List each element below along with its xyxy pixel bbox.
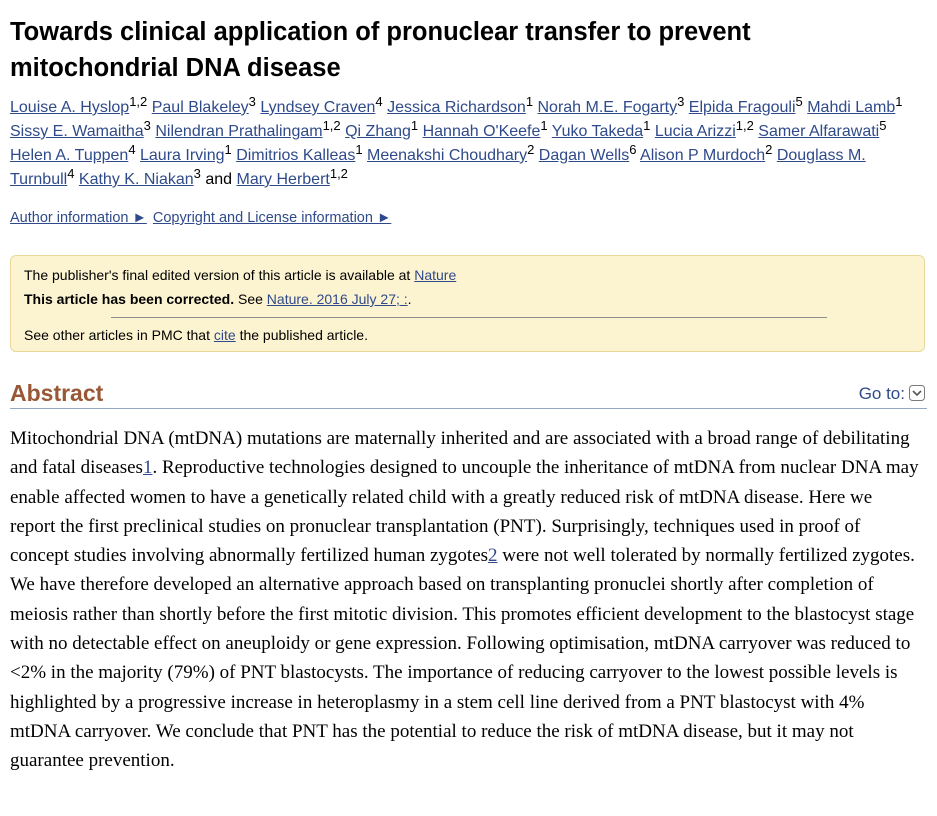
author-affiliation: 1,2 bbox=[735, 118, 754, 133]
author-link[interactable]: Kathy K. Niakan bbox=[78, 171, 194, 188]
author-affiliation: 3 bbox=[143, 118, 151, 133]
cite-link[interactable]: cite bbox=[213, 327, 236, 343]
author-affiliation: 5 bbox=[795, 94, 803, 109]
citing-articles-line bbox=[24, 327, 368, 343]
author-link[interactable]: Norah M.E. Fogarty bbox=[537, 99, 678, 116]
author-affiliation: 1 bbox=[895, 94, 903, 109]
authors-and: and bbox=[205, 171, 233, 188]
publisher-version-line bbox=[24, 267, 456, 283]
author-link[interactable]: Meenakshi Choudhary bbox=[367, 147, 528, 164]
author-link[interactable]: Nilendran Prathalingam bbox=[155, 123, 323, 140]
abstract-text bbox=[10, 424, 922, 776]
author-link[interactable]: Louise A. Hyslop bbox=[10, 99, 130, 116]
author-link[interactable]: Alison P Murdoch bbox=[640, 147, 766, 164]
author-affiliation: 1,2 bbox=[322, 118, 341, 133]
author-affiliation: 3 bbox=[193, 166, 201, 181]
abstract-text-part-1: Mitochondrial DNA (mtDNA) mutations are maternally inherited and are associated with a broad range of debilitating and fatal diseases bbox=[10, 428, 910, 479]
author-link[interactable]: Mahdi Lamb bbox=[807, 99, 896, 116]
reference-link-2[interactable]: 2 bbox=[488, 545, 498, 567]
author-affiliation: 5 bbox=[879, 118, 887, 133]
copyright-license-link[interactable]: Copyright and License information ► bbox=[152, 210, 392, 226]
author-link[interactable]: Dimitrios Kalleas bbox=[236, 147, 356, 164]
abstract-text-part-3: were not well tolerated by normally fertilized zygotes. We have therefore developed an alternative approach based on transplanting pronuclei shortly after completion of meiosis rather than shortly before the first mitotic division. This promotes efficient development to the blastocyst stage with no detectable effect on aneuploidy or gene expression. Following optimisation, mtDNA carryover was reduced to <2% in the majority (79%) of PNT blastocysts. The importance of reducing carryover to the lowest possible levels is highlighted by a progressive increase in heteroplasmy in a stem cell line derived from a PNT blastocyst with 4% mtDNA carryover. We conclude that PNT has the potential to reduce the risk of mtDNA disease, but it may not guarantee prevention. bbox=[10, 545, 915, 772]
author-link[interactable]: Paul Blakeley bbox=[151, 99, 249, 116]
goto-label: Go to: bbox=[858, 384, 905, 403]
correction-see: See bbox=[237, 291, 263, 307]
author-link[interactable]: Mary Herbert bbox=[236, 171, 330, 188]
author-affiliation: 4 bbox=[67, 166, 75, 181]
author-affiliation: 3 bbox=[677, 94, 685, 109]
author-link[interactable]: Qi Zhang bbox=[345, 123, 411, 140]
article-meta-links bbox=[10, 210, 393, 226]
author-link[interactable]: Hannah O'Keefe bbox=[422, 123, 541, 140]
correction-line bbox=[24, 291, 412, 307]
correction-end: . bbox=[407, 291, 412, 307]
notice-divider bbox=[111, 317, 827, 318]
article-title: Towards clinical application of pronuclear transfer to prevent mitochondrial DNA disease bbox=[10, 18, 751, 82]
author-link[interactable]: Lyndsey Craven bbox=[260, 99, 376, 116]
author-affiliation: 2 bbox=[527, 142, 535, 157]
author-affiliation: 1,2 bbox=[129, 94, 148, 109]
author-affiliation: 1 bbox=[643, 118, 651, 133]
citing-prefix: See other articles in PMC that bbox=[24, 327, 210, 343]
correction-label: This article has been corrected. bbox=[24, 291, 235, 307]
author-affiliation: 2 bbox=[765, 142, 773, 157]
author-link[interactable]: Samer Alfarawati bbox=[758, 123, 880, 140]
publisher-version-text: The publisher's final edited version of this article is available at bbox=[24, 267, 411, 283]
reference-link-1[interactable]: 1 bbox=[142, 457, 153, 479]
author-information-link[interactable]: Author information ► bbox=[10, 210, 147, 226]
publisher-link[interactable]: Nature bbox=[414, 267, 457, 283]
author-link[interactable]: Lucia Arizzi bbox=[654, 123, 736, 140]
author-affiliation: 4 bbox=[375, 94, 383, 109]
chevron-down-icon[interactable] bbox=[909, 385, 925, 401]
author-affiliation: 1 bbox=[355, 142, 363, 157]
author-affiliation: 1 bbox=[525, 94, 534, 109]
author-affiliation: 3 bbox=[248, 94, 256, 109]
publisher-notice-box bbox=[10, 255, 925, 352]
abstract-heading: Abstract bbox=[10, 380, 104, 406]
citing-suffix: the published article. bbox=[239, 327, 368, 343]
author-affiliation: 1 bbox=[410, 118, 419, 133]
author-list bbox=[10, 96, 925, 192]
abstract-text-part-2: . Reproductive technologies designed to uncouple the inheritance of mtDNA from nuclear DNA may enable affected women to have a genetically related child with a greatly reduced risk of mtDNA disease. Here we report the first preclinical studies on pronuclear transplantation (PNT). Surprisingly, techniques used in proof of concept studies involving abnormally fertilized human zygotes bbox=[10, 457, 919, 567]
abstract-header bbox=[10, 380, 927, 409]
author-affiliation: 1 bbox=[224, 142, 232, 157]
author-link[interactable]: Laura Irving bbox=[140, 147, 225, 164]
author-link[interactable]: Sissy E. Wamaitha bbox=[10, 123, 144, 140]
author-affiliation: 4 bbox=[128, 142, 136, 157]
author-link[interactable]: Jessica Richardson bbox=[387, 99, 526, 116]
goto-menu[interactable] bbox=[859, 384, 925, 404]
author-link[interactable]: Helen A. Tuppen bbox=[10, 147, 129, 164]
author-link[interactable]: Douglass M. Turnbull bbox=[10, 147, 866, 188]
correction-link[interactable]: Nature. 2016 July 27; : bbox=[266, 291, 408, 307]
author-link[interactable]: Elpida Fragouli bbox=[688, 99, 796, 116]
author-link[interactable]: Dagan Wells bbox=[538, 147, 630, 164]
author-affiliation: 1 bbox=[540, 118, 548, 133]
author-link[interactable]: Yuko Takeda bbox=[551, 123, 644, 140]
author-affiliation: 6 bbox=[629, 142, 637, 157]
author-affiliation: 1,2 bbox=[329, 166, 348, 181]
